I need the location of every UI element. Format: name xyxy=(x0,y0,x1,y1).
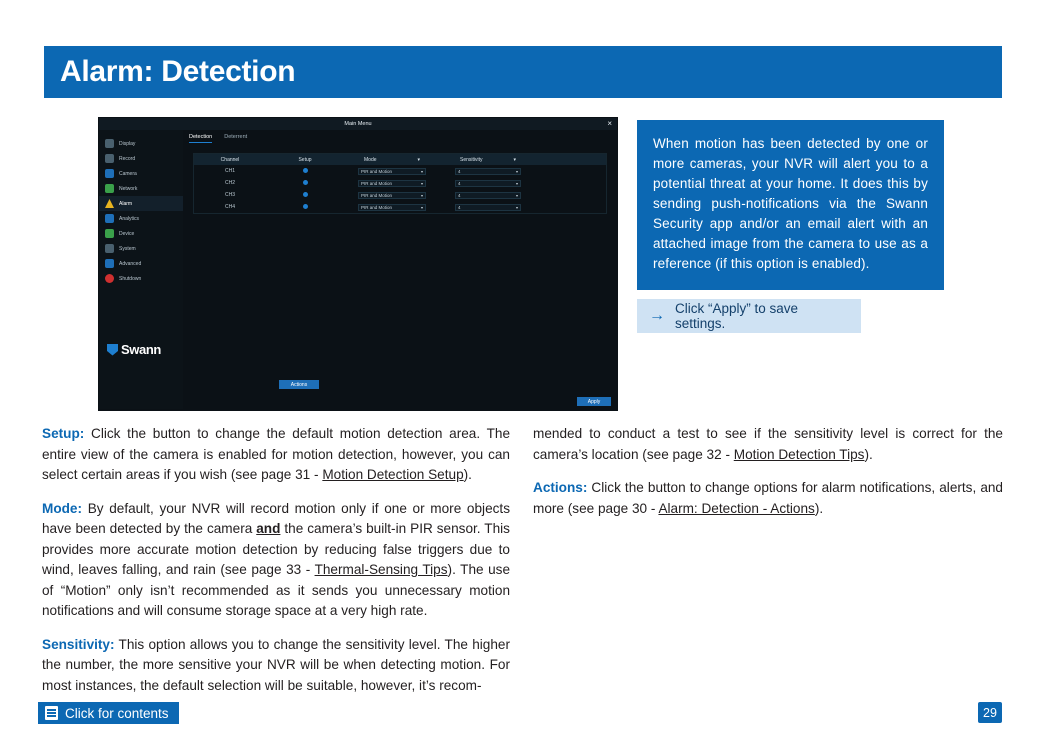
apply-button[interactable]: Apply xyxy=(577,397,611,406)
close-icon[interactable]: × xyxy=(607,119,612,128)
sidebar-item-label: Alarm xyxy=(119,200,133,207)
paragraph-setup-text: Click the button to change the default motion detection area. The entire view of the camera is enabled for motion detection, however, you can select certain areas if you wish (see page 31 - xyxy=(42,426,510,482)
brand-name: Swann xyxy=(121,342,161,357)
setup-button[interactable] xyxy=(303,180,308,185)
setup-button[interactable] xyxy=(303,192,308,197)
screenshot-main xyxy=(183,130,617,409)
sidebar-item-label: System xyxy=(119,245,136,252)
sensitivity-value: 4 xyxy=(458,168,461,174)
sensitivity-value: 4 xyxy=(458,204,461,210)
sidebar-item-alarm[interactable] xyxy=(99,196,183,211)
mode-select[interactable] xyxy=(358,180,426,187)
tab-deterrent[interactable]: Deterrent xyxy=(224,134,248,140)
cell-setup xyxy=(266,180,344,187)
cell-channel: CH1 xyxy=(224,168,235,174)
link-motion-detection-tips[interactable]: Motion Detection Tips xyxy=(733,446,865,462)
paragraph-sensitivity-cont-text: mended to conduct a test to see if the sensitivity level is correct for the camera’s location (see page 32 - xyxy=(533,426,1003,462)
chevron-down-icon: ▾ xyxy=(420,180,423,186)
sidebar-item-analytics[interactable] xyxy=(99,211,183,226)
sensitivity-value: 4 xyxy=(458,180,461,186)
sidebar-item-label: Network xyxy=(119,185,138,192)
mode-select[interactable] xyxy=(358,204,426,211)
page-header xyxy=(44,46,1002,98)
cell-mode xyxy=(344,192,440,199)
sidebar-item-label: Device xyxy=(119,230,135,237)
table-row xyxy=(194,165,606,177)
mode-select[interactable] xyxy=(358,168,426,175)
tab-detection[interactable]: Detection xyxy=(189,134,212,143)
cell-mode xyxy=(344,204,440,211)
mode-value: PIR and Motion xyxy=(361,180,393,186)
contents-icon xyxy=(45,706,58,720)
paragraph-actions xyxy=(533,478,1003,519)
alarm-icon xyxy=(105,199,114,208)
sidebar-item-label: Analytics xyxy=(119,215,140,222)
chevron-down-icon[interactable]: ▾ xyxy=(513,156,516,163)
sensitivity-select[interactable] xyxy=(455,168,521,175)
paragraph-actions-lead: Actions: xyxy=(533,480,588,495)
paragraph-mode-p2: the camera’s built-in PIR sensor. This provides more accurate motion detection by reducing false triggers due to wind, leaves falling, and rain (see page 33 - xyxy=(42,521,510,577)
column-header-mode xyxy=(344,157,440,163)
column-header-channel: Channel xyxy=(220,156,240,163)
apply-tip xyxy=(637,299,861,333)
swann-shield-icon xyxy=(107,344,118,356)
screenshot-window-title: Main Menu xyxy=(344,121,372,127)
body-column-right xyxy=(533,424,1003,532)
paragraph-actions-tail: ). xyxy=(814,500,824,516)
chevron-down-icon: ▾ xyxy=(420,204,423,210)
paragraph-setup-tail: ). xyxy=(463,467,472,482)
link-motion-detection-setup[interactable]: Motion Detection Setup xyxy=(322,467,464,482)
screenshot-body xyxy=(99,130,617,409)
cell-mode xyxy=(344,168,440,175)
sensitivity-select[interactable] xyxy=(455,192,521,199)
table-row xyxy=(194,201,606,213)
table-row xyxy=(194,177,606,189)
sidebar-item-label: Shutdown xyxy=(119,275,142,282)
mode-value: PIR and Motion xyxy=(361,168,393,174)
detection-table xyxy=(193,153,607,214)
analytics-icon xyxy=(105,214,114,223)
cell-setup xyxy=(266,168,344,175)
paragraph-setup-lead: Setup: xyxy=(42,426,85,441)
cell-mode xyxy=(344,180,440,187)
sensitivity-select[interactable] xyxy=(455,180,521,187)
chevron-down-icon[interactable]: ▾ xyxy=(417,156,420,163)
paragraph-mode-lead: Mode: xyxy=(42,500,83,516)
nvr-screenshot xyxy=(98,117,618,411)
cell-sensitivity xyxy=(440,168,536,175)
screenshot-sidebar xyxy=(99,130,183,409)
sensitivity-select[interactable] xyxy=(455,204,521,211)
column-header-setup: Setup xyxy=(298,156,312,163)
sidebar-item-record[interactable] xyxy=(99,151,183,166)
paragraph-sensitivity-text: This option allows you to change the sensitivity level. The higher the number, the more sensitive your NVR will be when detecting motion. For most instances, the default selection will be suitable, however, it’s recom- xyxy=(42,636,510,693)
page-title: Alarm: Detection xyxy=(60,55,296,88)
cell-setup xyxy=(266,192,344,199)
info-callout: When motion has been detected by one or more cameras, your NVR will alert you to a potential threat at your home. It does this by sending push-notifications via the Swann Security app and/or an email alert with an attached image from the camera to use as a reference (if this option is enabled). xyxy=(637,120,944,290)
body-column-left xyxy=(42,424,510,709)
cell-setup xyxy=(266,204,344,211)
paragraph-sensitivity xyxy=(42,635,510,697)
sidebar-item-device[interactable] xyxy=(99,226,183,241)
sidebar-item-display[interactable] xyxy=(99,136,183,151)
paragraph-mode-p1: By default, your NVR will record motion only if one or more objects have been detected by the camera xyxy=(42,500,510,536)
sidebar-item-camera[interactable] xyxy=(99,166,183,181)
sidebar-item-system[interactable] xyxy=(99,241,183,256)
chevron-down-icon: ▾ xyxy=(515,204,518,210)
system-icon xyxy=(105,244,114,253)
paragraph-sensitivity-lead: Sensitivity: xyxy=(42,636,115,652)
paragraph-mode xyxy=(42,499,510,622)
chevron-down-icon: ▾ xyxy=(420,168,423,174)
cell-sensitivity xyxy=(440,192,536,199)
sidebar-item-label: Record xyxy=(119,155,136,162)
screenshot-titlebar xyxy=(99,118,617,130)
device-icon xyxy=(105,229,114,238)
table-header-row xyxy=(194,154,606,165)
sidebar-item-label: Display xyxy=(119,140,136,147)
sidebar-item-label: Advanced xyxy=(119,260,142,267)
brand-logo xyxy=(107,342,161,357)
record-icon xyxy=(105,154,114,163)
camera-icon xyxy=(105,169,114,178)
contents-label: Click for contents xyxy=(65,705,169,721)
sidebar-item-label: Camera xyxy=(119,170,137,177)
cell-channel: CH4 xyxy=(224,204,235,210)
chevron-down-icon: ▾ xyxy=(515,180,518,186)
page-number: 29 xyxy=(978,702,1002,723)
monitor-icon xyxy=(105,139,114,148)
sensitivity-value: 4 xyxy=(458,192,461,198)
link-thermal-sensing-tips[interactable]: Thermal-Sensing Tips xyxy=(314,562,448,577)
shutdown-icon xyxy=(105,274,114,283)
chevron-down-icon: ▾ xyxy=(515,192,518,198)
column-header-mode-label: Mode xyxy=(364,156,377,163)
apply-tip-text: Click “Apply” to save settings. xyxy=(675,301,799,331)
column-header-sensitivity xyxy=(440,157,536,163)
sidebar-item-network[interactable] xyxy=(99,181,183,196)
screenshot-tabs xyxy=(183,130,617,143)
paragraph-sensitivity-cont-tail: ). xyxy=(864,446,873,462)
column-header-sensitivity-label: Sensitivity xyxy=(460,156,483,163)
paragraph-sensitivity-continued xyxy=(533,424,1003,465)
mode-value: PIR and Motion xyxy=(361,192,393,198)
actions-button[interactable]: Actions xyxy=(279,380,319,389)
cell-channel: CH3 xyxy=(224,192,235,198)
chevron-down-icon: ▾ xyxy=(515,168,518,174)
mode-value: PIR and Motion xyxy=(361,204,393,210)
sidebar-item-advanced[interactable] xyxy=(99,256,183,271)
paragraph-setup xyxy=(42,424,510,486)
advanced-icon xyxy=(105,259,114,268)
contents-button[interactable] xyxy=(38,702,179,724)
chevron-down-icon: ▾ xyxy=(420,192,423,198)
network-icon xyxy=(105,184,114,193)
paragraph-actions-text: Click the button to change options for alarm notifications, alerts, and more (see page 30 - xyxy=(533,480,1003,516)
arrow-right-icon: → xyxy=(649,307,665,324)
link-alarm-detection-actions[interactable]: Alarm: Detection - Actions xyxy=(658,500,815,516)
paragraph-mode-p3: ). The use of “Motion” only isn’t recommended as it sends you unnecessary motion notifications and will consume storage space at a very high rate. xyxy=(42,562,511,618)
sidebar-item-shutdown[interactable] xyxy=(99,271,183,286)
cell-sensitivity xyxy=(440,204,536,211)
mode-select[interactable] xyxy=(358,192,426,199)
paragraph-mode-emphasis: and xyxy=(256,521,281,536)
cell-sensitivity xyxy=(440,180,536,187)
setup-button[interactable] xyxy=(303,168,308,173)
setup-button[interactable] xyxy=(303,204,308,209)
table-row xyxy=(194,189,606,201)
cell-channel: CH2 xyxy=(224,180,235,186)
